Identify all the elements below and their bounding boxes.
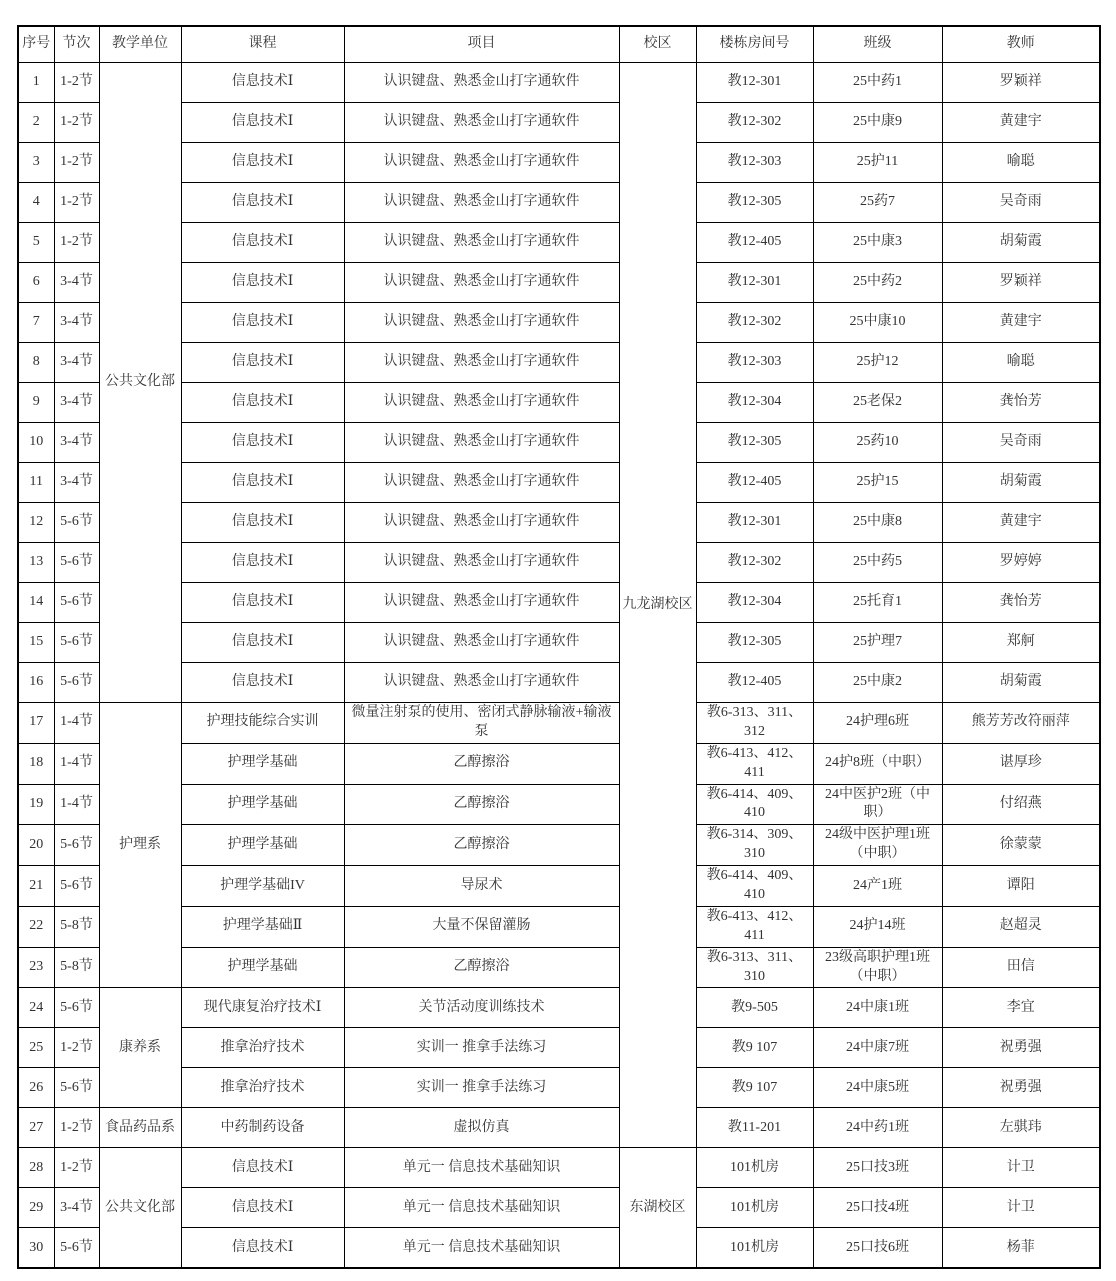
room-cell: 教12-301 [696,503,813,543]
row-number-cell: 24 [18,988,54,1028]
teacher-cell: 龚怡芳 [942,583,1100,623]
course-cell: 信息技术Ⅰ [181,183,344,223]
table-row [18,743,1100,784]
class-cell: 25护12 [813,343,942,383]
table-row [18,906,1100,947]
project-cell: 认识键盘、熟悉金山打字通软件 [344,63,619,103]
unit-cell: 公共文化部 [99,1148,181,1269]
table-row [18,1108,1100,1148]
room-cell: 101机房 [696,1148,813,1188]
course-cell: 推拿治疗技术 [181,1068,344,1108]
project-cell: 认识键盘、熟悉金山打字通软件 [344,263,619,303]
project-cell: 认识键盘、熟悉金山打字通软件 [344,183,619,223]
campus-cell: 九龙湖校区 [619,63,696,1148]
unit-cell: 食品药品系 [99,1108,181,1148]
schedule-table-body [18,63,1100,1269]
room-cell: 教12-305 [696,183,813,223]
header-course: 课程 [181,26,344,63]
teacher-cell: 喻聪 [942,343,1100,383]
room-cell: 教6-313、311、312 [696,703,813,744]
table-row [18,423,1100,463]
class-cell: 25护理7 [813,623,942,663]
class-cell: 24中康7班 [813,1028,942,1068]
class-cell: 24产1班 [813,866,942,907]
teacher-cell: 郑舸 [942,623,1100,663]
class-cell: 24级中医护理1班（中职） [813,825,942,866]
table-row [18,663,1100,703]
table-row [18,303,1100,343]
room-cell: 教11-201 [696,1108,813,1148]
period-cell: 3-4节 [54,1188,99,1228]
period-cell: 5-6节 [54,543,99,583]
table-row [18,223,1100,263]
teacher-cell: 祝勇强 [942,1028,1100,1068]
row-number-cell: 23 [18,947,54,988]
class-cell: 25口技4班 [813,1188,942,1228]
row-number-cell: 12 [18,503,54,543]
project-cell: 认识键盘、熟悉金山打字通软件 [344,343,619,383]
course-cell: 信息技术Ⅰ [181,383,344,423]
course-cell: 推拿治疗技术 [181,1028,344,1068]
teacher-cell: 杨菲 [942,1228,1100,1269]
project-cell: 关节活动度训练技术 [344,988,619,1028]
project-cell: 认识键盘、熟悉金山打字通软件 [344,463,619,503]
class-cell: 25中药2 [813,263,942,303]
period-cell: 5-6节 [54,866,99,907]
project-cell: 实训一 推拿手法练习 [344,1068,619,1108]
teacher-cell: 胡菊霞 [942,663,1100,703]
course-cell: 现代康复治疗技术Ⅰ [181,988,344,1028]
room-cell: 教6-413、412、411 [696,743,813,784]
class-cell: 25中康2 [813,663,942,703]
period-cell: 5-6节 [54,663,99,703]
teacher-cell: 祝勇强 [942,1068,1100,1108]
course-cell: 信息技术Ⅰ [181,583,344,623]
course-cell: 信息技术Ⅰ [181,463,344,503]
table-row [18,503,1100,543]
course-cell: 护理学基础 [181,784,344,825]
campus-cell: 东湖校区 [619,1148,696,1269]
table-row [18,1228,1100,1269]
room-cell: 教6-414、409、410 [696,866,813,907]
class-cell: 25中康9 [813,103,942,143]
class-cell: 25中康3 [813,223,942,263]
room-cell: 教12-304 [696,583,813,623]
row-number-cell: 2 [18,103,54,143]
class-cell: 25中康10 [813,303,942,343]
class-cell: 25中康8 [813,503,942,543]
room-cell: 教6-314、309、310 [696,825,813,866]
class-cell: 25护11 [813,143,942,183]
teacher-cell: 付绍燕 [942,784,1100,825]
class-cell: 25老保2 [813,383,942,423]
project-cell: 单元一 信息技术基础知识 [344,1228,619,1269]
teacher-cell: 徐蒙蒙 [942,825,1100,866]
project-cell: 单元一 信息技术基础知识 [344,1188,619,1228]
teacher-cell: 吴奇雨 [942,183,1100,223]
row-number-cell: 21 [18,866,54,907]
unit-cell: 护理系 [99,703,181,988]
class-cell: 24护理6班 [813,703,942,744]
period-cell: 1-2节 [54,1028,99,1068]
project-cell: 大量不保留灌肠 [344,906,619,947]
project-cell: 认识键盘、熟悉金山打字通软件 [344,663,619,703]
header-campus: 校区 [619,26,696,63]
period-cell: 1-2节 [54,1148,99,1188]
class-cell: 24护8班（中职） [813,743,942,784]
table-row [18,784,1100,825]
table-row [18,825,1100,866]
unit-cell: 公共文化部 [99,63,181,703]
period-cell: 3-4节 [54,383,99,423]
class-cell: 25托育1 [813,583,942,623]
project-cell: 认识键盘、熟悉金山打字通软件 [344,143,619,183]
room-cell: 教12-305 [696,623,813,663]
header-room: 楼栋房间号 [696,26,813,63]
row-number-cell: 1 [18,63,54,103]
room-cell: 教9 107 [696,1028,813,1068]
row-number-cell: 29 [18,1188,54,1228]
teacher-cell: 田信 [942,947,1100,988]
row-number-cell: 26 [18,1068,54,1108]
project-cell: 单元一 信息技术基础知识 [344,1148,619,1188]
row-number-cell: 13 [18,543,54,583]
course-cell: 信息技术Ⅰ [181,103,344,143]
room-cell: 教12-305 [696,423,813,463]
row-number-cell: 9 [18,383,54,423]
project-cell: 认识键盘、熟悉金山打字通软件 [344,583,619,623]
course-cell: 护理学基础 [181,825,344,866]
teacher-cell: 谭阳 [942,866,1100,907]
class-cell: 25药7 [813,183,942,223]
room-cell: 教12-302 [696,103,813,143]
header-project: 项目 [344,26,619,63]
period-cell: 1-2节 [54,63,99,103]
table-row [18,988,1100,1028]
header-unit: 教学单位 [99,26,181,63]
room-cell: 教6-313、311、310 [696,947,813,988]
period-cell: 5-6节 [54,825,99,866]
project-cell: 认识键盘、熟悉金山打字通软件 [344,423,619,463]
room-cell: 教12-304 [696,383,813,423]
table-row [18,703,1100,744]
room-cell: 教12-302 [696,543,813,583]
room-cell: 教12-303 [696,143,813,183]
course-cell: 护理技能综合实训 [181,703,344,744]
project-cell: 乙醇擦浴 [344,825,619,866]
row-number-cell: 17 [18,703,54,744]
row-number-cell: 5 [18,223,54,263]
row-number-cell: 11 [18,463,54,503]
room-cell: 101机房 [696,1228,813,1269]
project-cell: 乙醇擦浴 [344,947,619,988]
class-cell: 25药10 [813,423,942,463]
teacher-cell: 吴奇雨 [942,423,1100,463]
room-cell: 教9-505 [696,988,813,1028]
room-cell: 教12-405 [696,663,813,703]
course-cell: 信息技术Ⅰ [181,663,344,703]
period-cell: 1-2节 [54,143,99,183]
project-cell: 虚拟仿真 [344,1108,619,1148]
room-cell: 教12-405 [696,463,813,503]
period-cell: 5-8节 [54,947,99,988]
teacher-cell: 计卫 [942,1188,1100,1228]
table-row [18,63,1100,103]
room-cell: 教12-303 [696,343,813,383]
project-cell: 认识键盘、熟悉金山打字通软件 [344,503,619,543]
course-cell: 信息技术Ⅰ [181,303,344,343]
row-number-cell: 3 [18,143,54,183]
teacher-cell: 李宜 [942,988,1100,1028]
table-row [18,343,1100,383]
project-cell: 认识键盘、熟悉金山打字通软件 [344,303,619,343]
course-cell: 信息技术Ⅰ [181,543,344,583]
period-cell: 3-4节 [54,463,99,503]
period-cell: 5-6节 [54,1068,99,1108]
period-cell: 5-6节 [54,583,99,623]
course-cell: 信息技术Ⅰ [181,623,344,663]
table-row [18,1068,1100,1108]
room-cell: 教12-302 [696,303,813,343]
course-cell: 护理学基础IV [181,866,344,907]
project-cell: 认识键盘、熟悉金山打字通软件 [344,543,619,583]
table-row [18,623,1100,663]
row-number-cell: 6 [18,263,54,303]
course-cell: 护理学基础Ⅱ [181,906,344,947]
table-row [18,583,1100,623]
course-cell: 中药制药设备 [181,1108,344,1148]
table-row [18,1188,1100,1228]
period-cell: 1-2节 [54,223,99,263]
header-period: 节次 [54,26,99,63]
project-cell: 认识键盘、熟悉金山打字通软件 [344,103,619,143]
period-cell: 1-2节 [54,1108,99,1148]
course-cell: 信息技术Ⅰ [181,503,344,543]
row-number-cell: 16 [18,663,54,703]
class-cell: 24中药1班 [813,1108,942,1148]
teacher-cell: 罗婷婷 [942,543,1100,583]
header-no: 序号 [18,26,54,63]
teacher-cell: 胡菊霞 [942,463,1100,503]
period-cell: 3-4节 [54,423,99,463]
class-cell: 25中药5 [813,543,942,583]
schedule-table-header [18,26,1100,63]
period-cell: 5-6节 [54,623,99,663]
period-cell: 5-8节 [54,906,99,947]
teacher-cell: 罗颖祥 [942,63,1100,103]
period-cell: 3-4节 [54,303,99,343]
table-row [18,866,1100,907]
row-number-cell: 22 [18,906,54,947]
project-cell: 认识键盘、熟悉金山打字通软件 [344,223,619,263]
course-cell: 信息技术Ⅰ [181,63,344,103]
teacher-cell: 计卫 [942,1148,1100,1188]
row-number-cell: 8 [18,343,54,383]
teacher-cell: 龚怡芳 [942,383,1100,423]
class-cell: 24护14班 [813,906,942,947]
row-number-cell: 30 [18,1228,54,1269]
period-cell: 1-2节 [54,183,99,223]
table-row [18,543,1100,583]
project-cell: 乙醇擦浴 [344,743,619,784]
row-number-cell: 4 [18,183,54,223]
header-class: 班级 [813,26,942,63]
project-cell: 乙醇擦浴 [344,784,619,825]
class-cell: 24中康1班 [813,988,942,1028]
table-row [18,143,1100,183]
header-row [18,26,1100,63]
room-cell: 教12-301 [696,263,813,303]
class-cell: 25口技6班 [813,1228,942,1269]
period-cell: 5-6节 [54,1228,99,1269]
project-cell: 实训一 推拿手法练习 [344,1028,619,1068]
course-cell: 信息技术Ⅰ [181,263,344,303]
class-cell: 25中药1 [813,63,942,103]
course-cell: 信息技术Ⅰ [181,423,344,463]
period-cell: 1-4节 [54,703,99,744]
teacher-cell: 黄建宇 [942,503,1100,543]
room-cell: 教12-405 [696,223,813,263]
header-teacher: 教师 [942,26,1100,63]
table-row [18,183,1100,223]
room-cell: 101机房 [696,1188,813,1228]
teacher-cell: 谌厚珍 [942,743,1100,784]
row-number-cell: 7 [18,303,54,343]
table-row [18,463,1100,503]
room-cell: 教6-414、409、410 [696,784,813,825]
period-cell: 5-6节 [54,503,99,543]
table-row [18,947,1100,988]
course-cell: 信息技术Ⅰ [181,1188,344,1228]
row-number-cell: 19 [18,784,54,825]
room-cell: 教12-301 [696,63,813,103]
class-cell: 24中康5班 [813,1068,942,1108]
teacher-cell: 赵超灵 [942,906,1100,947]
project-cell: 认识键盘、熟悉金山打字通软件 [344,623,619,663]
project-cell: 认识键盘、熟悉金山打字通软件 [344,383,619,423]
course-cell: 信息技术Ⅰ [181,1148,344,1188]
table-row [18,263,1100,303]
course-cell: 信息技术Ⅰ [181,1228,344,1269]
schedule-table [17,25,1101,1269]
row-number-cell: 25 [18,1028,54,1068]
row-number-cell: 28 [18,1148,54,1188]
course-cell: 信息技术Ⅰ [181,223,344,263]
teacher-cell: 黄建宇 [942,303,1100,343]
class-cell: 23级高职护理1班（中职） [813,947,942,988]
teacher-cell: 罗颖祥 [942,263,1100,303]
course-cell: 护理学基础 [181,947,344,988]
period-cell: 5-6节 [54,988,99,1028]
teacher-cell: 左骐玮 [942,1108,1100,1148]
project-cell: 微量注射泵的使用、密闭式静脉输液+输液泵 [344,703,619,744]
class-cell: 24中医护2班（中职） [813,784,942,825]
room-cell: 教6-413、412、411 [696,906,813,947]
table-row [18,1148,1100,1188]
table-row [18,1028,1100,1068]
class-cell: 25口技3班 [813,1148,942,1188]
row-number-cell: 14 [18,583,54,623]
period-cell: 1-4节 [54,743,99,784]
period-cell: 3-4节 [54,263,99,303]
course-cell: 护理学基础 [181,743,344,784]
table-row [18,383,1100,423]
period-cell: 3-4节 [54,343,99,383]
row-number-cell: 27 [18,1108,54,1148]
teacher-cell: 胡菊霞 [942,223,1100,263]
unit-cell: 康养系 [99,988,181,1108]
room-cell: 教9 107 [696,1068,813,1108]
period-cell: 1-4节 [54,784,99,825]
period-cell: 1-2节 [54,103,99,143]
table-row [18,103,1100,143]
row-number-cell: 10 [18,423,54,463]
course-cell: 信息技术Ⅰ [181,143,344,183]
teacher-cell: 喻聪 [942,143,1100,183]
row-number-cell: 15 [18,623,54,663]
teacher-cell: 黄建宇 [942,103,1100,143]
teacher-cell: 熊芳芳改符丽萍 [942,703,1100,744]
class-cell: 25护15 [813,463,942,503]
row-number-cell: 20 [18,825,54,866]
project-cell: 导尿术 [344,866,619,907]
course-cell: 信息技术Ⅰ [181,343,344,383]
row-number-cell: 18 [18,743,54,784]
